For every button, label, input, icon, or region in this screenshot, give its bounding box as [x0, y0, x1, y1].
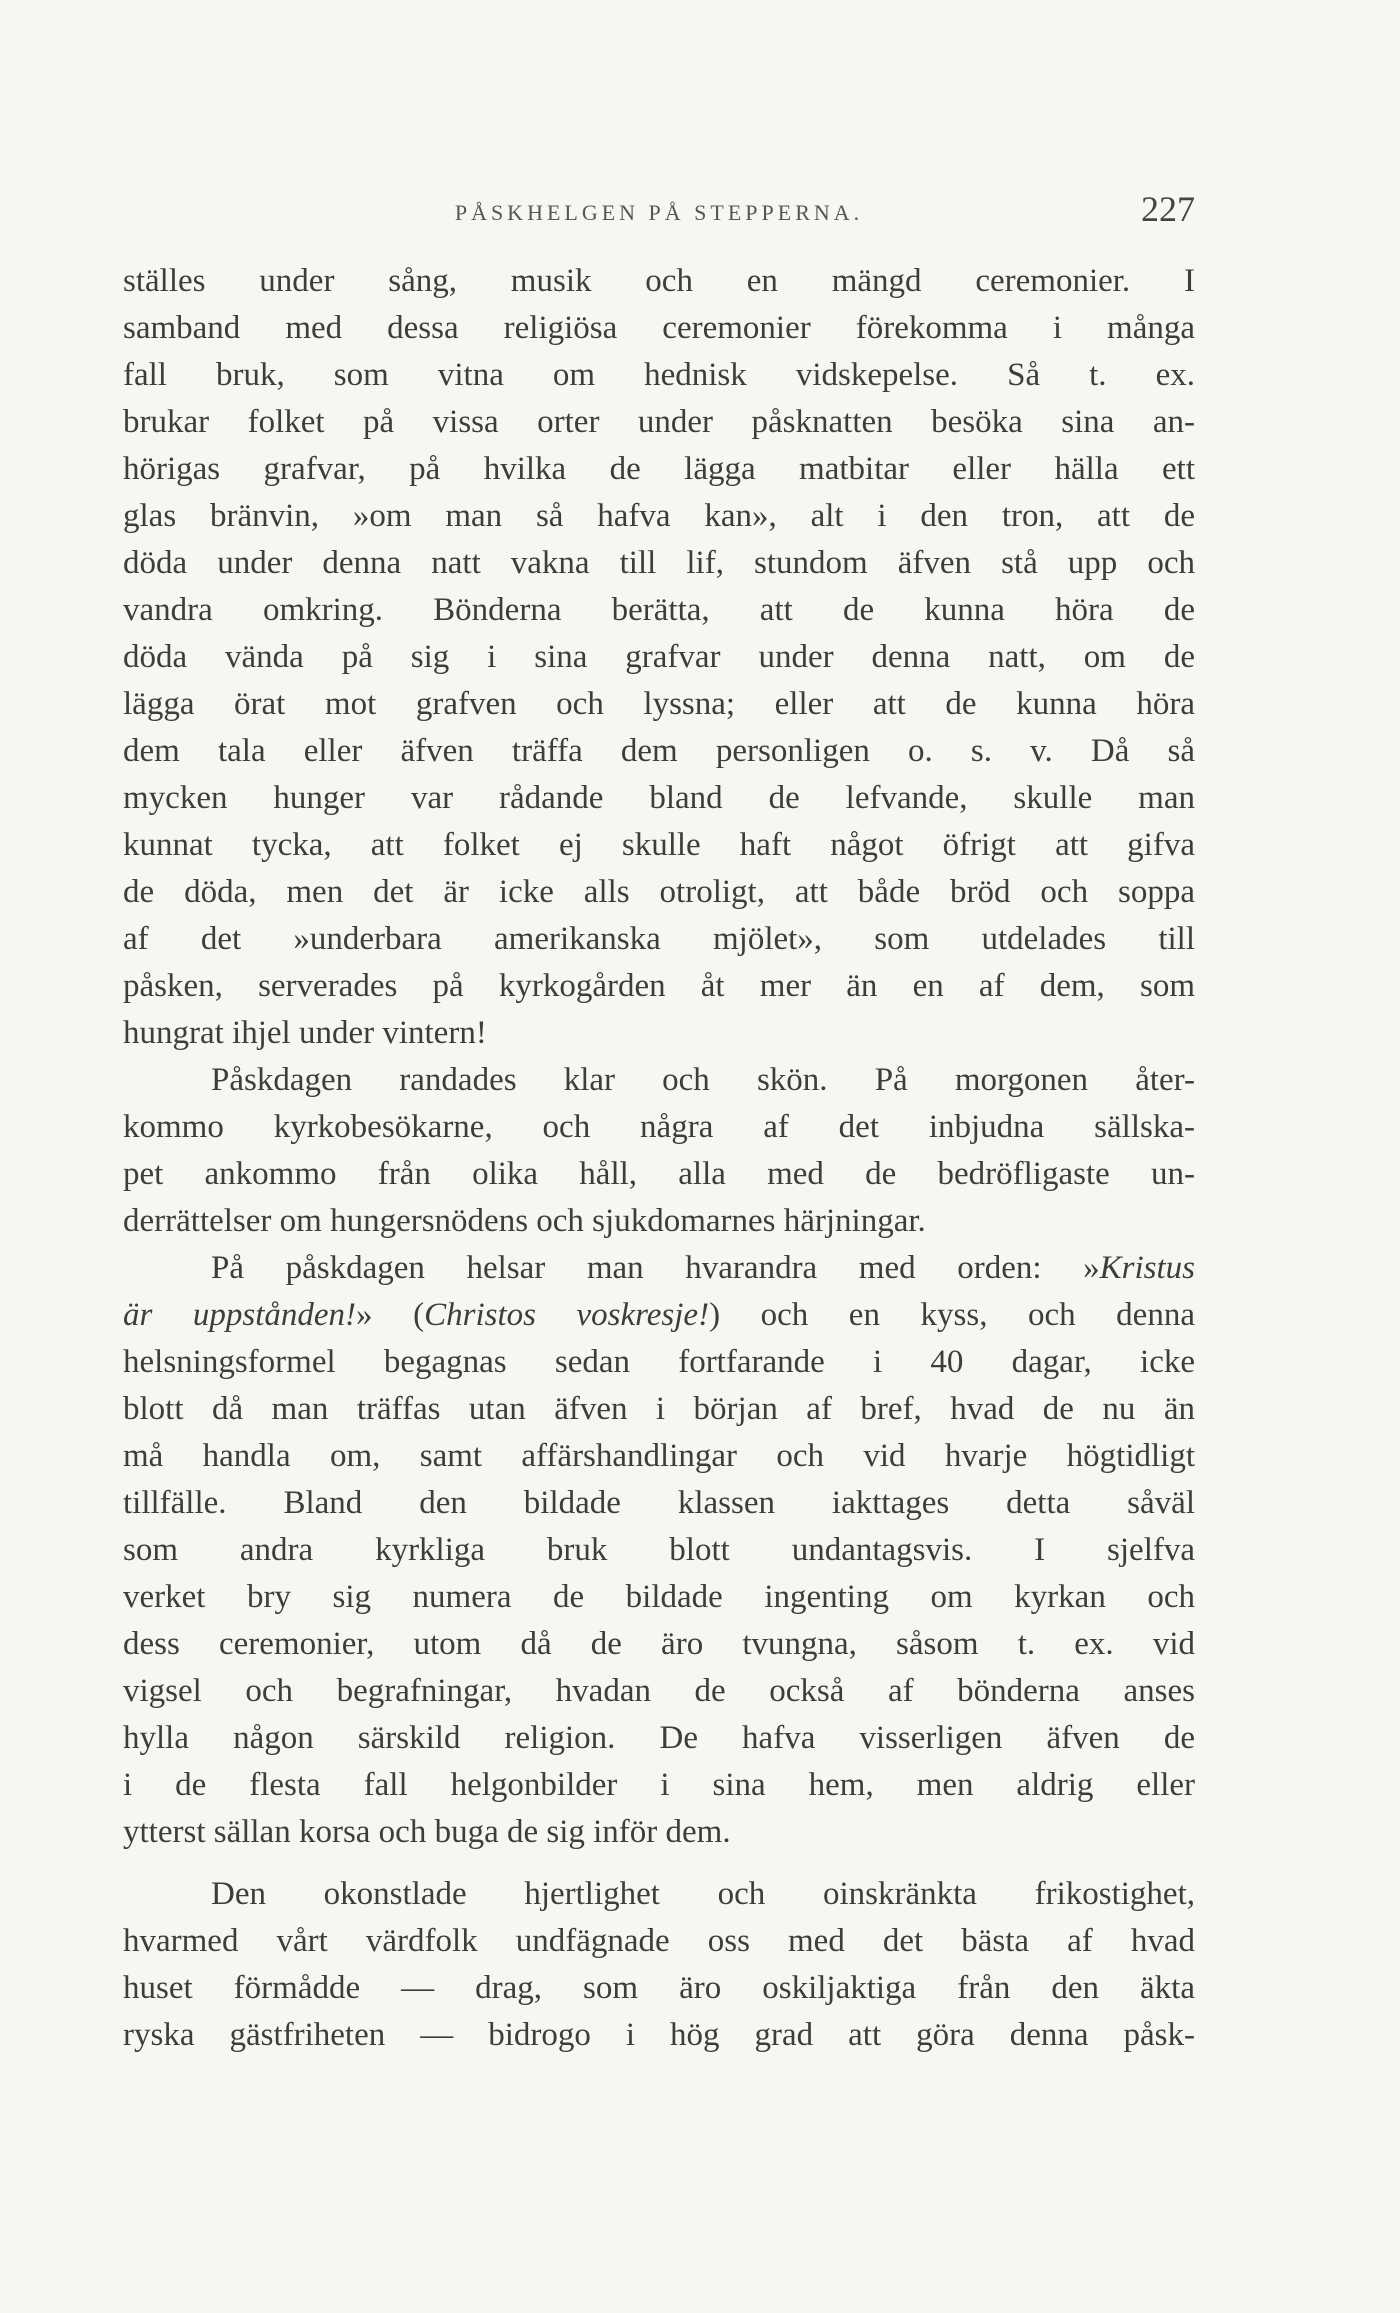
text-line: tillfälle. Bland den bildade klassen iakttages detta såväl: [123, 1485, 1195, 1521]
text-line: fall bruk, som vitna om hednisk vidskepelse. Så t. ex.: [123, 357, 1195, 393]
italic-text: är uppstånden!: [123, 1297, 357, 1333]
text-line: ryska gästfriheten — bidrogo i hög grad att göra denna påsk-: [123, 2017, 1195, 2053]
text-line: helsningsformel begagnas sedan fortfarande i 40 dagar, icke: [123, 1344, 1195, 1380]
text-line: hörigas grafvar, på hvilka de lägga matbitar eller hälla ett: [123, 451, 1195, 487]
text-line: hungrat ihjel under vintern!: [123, 1015, 487, 1051]
text-line: ställes under sång, musik och en mängd ceremonier. I: [123, 263, 1195, 299]
text-line: Påskdagen randades klar och skön. På morgonen åter-: [211, 1062, 1195, 1098]
text-line: glas bränvin, »om man så hafva kan», alt i den tron, att de: [123, 498, 1195, 534]
text-line: verket bry sig numera de bildade ingenting om kyrkan och: [123, 1579, 1195, 1615]
paragraph-gap: [123, 1856, 1195, 1871]
text-line: pet ankommo från olika håll, alla med de bedröfligaste un-: [123, 1156, 1195, 1192]
text-line: dem tala eller äfven träffa dem personligen o. s. v. Då så: [123, 733, 1195, 769]
text-line: hylla någon särskild religion. De hafva visserligen äfven de: [123, 1720, 1195, 1756]
text-line: Den okonstlade hjertlighet och oinskränkta frikostighet,: [211, 1876, 1195, 1912]
text-line: kunnat tycka, att folket ej skulle haft något öfrigt att gifva: [123, 827, 1195, 863]
text-line: som andra kyrkliga bruk blott undantagsvis. I sjelfva: [123, 1532, 1195, 1568]
text-line: hvarmed vårt värdfolk undfägnade oss med det bästa af hvad: [123, 1923, 1195, 1959]
text-span: På påskdagen helsar man hvarandra med orden: »: [211, 1250, 1100, 1286]
running-title: PÅSKHELGEN PÅ STEPPERNA.: [454, 200, 864, 225]
text-line: må handla om, samt affärshandlingar och vid hvarje högtidligt: [123, 1438, 1195, 1474]
text-line: de döda, men det är icke alls otroligt, att både bröd och soppa: [123, 874, 1195, 910]
text-line: huset förmådde — drag, som äro oskiljaktiga från den äkta: [123, 1970, 1195, 2006]
text-line: döda vända på sig i sina grafvar under denna natt, om de: [123, 639, 1195, 675]
text-span: ) och en kyss, och denna: [709, 1297, 1195, 1333]
text-span: » (: [356, 1297, 425, 1333]
paragraph-2: [123, 1057, 1195, 1245]
body-text: [123, 258, 1195, 2059]
text-line: lägga örat mot grafven och lyssna; eller att de kunna höra: [123, 686, 1195, 722]
text-line: [123, 1292, 1195, 1339]
text-line: i de flesta fall helgonbilder i sina hem, men aldrig eller: [123, 1767, 1195, 1803]
text-line: vandra omkring. Bönderna berätta, att de kunna höra de: [123, 592, 1195, 628]
text-line: döda under denna natt vakna till lif, stundom äfven stå upp och: [123, 545, 1195, 581]
text-line: af det »underbara amerikanska mjölet», som utdelades till: [123, 921, 1195, 957]
text-line: derrättelser om hungersnödens och sjukdomarnes härjningar.: [123, 1203, 926, 1239]
text-line: samband med dessa religiösa ceremonier förekomma i många: [123, 310, 1195, 346]
paragraph-3: [123, 1245, 1195, 1856]
text-line: blott då man träffas utan äfven i början af bref, hvad de nu än: [123, 1391, 1195, 1427]
text-line: dess ceremonier, utom då de äro tvungna, såsom t. ex. vid: [123, 1626, 1195, 1662]
text-line: mycken hunger var rådande bland de lefvande, skulle man: [123, 780, 1195, 816]
paragraph-4: [123, 1871, 1195, 2059]
page-number: 227: [1141, 189, 1195, 229]
text-line: ytterst sällan korsa och buga de sig inför dem.: [123, 1814, 731, 1850]
italic-text: Christos voskresje!: [424, 1297, 710, 1333]
text-line: påsken, serverades på kyrkogården åt mer än en af dem, som: [123, 968, 1195, 1004]
text-line: brukar folket på vissa orter under påsknatten besöka sina an-: [123, 404, 1195, 440]
text-line: [123, 1245, 1195, 1292]
running-head: [123, 188, 1195, 238]
text-line: vigsel och begrafningar, hvadan de också af bönderna anses: [123, 1673, 1195, 1709]
paragraph-1: [123, 258, 1195, 1057]
text-line: kommo kyrkobesökarne, och några af det inbjudna sällska-: [123, 1109, 1195, 1145]
italic-text: Kristus: [1099, 1250, 1195, 1286]
